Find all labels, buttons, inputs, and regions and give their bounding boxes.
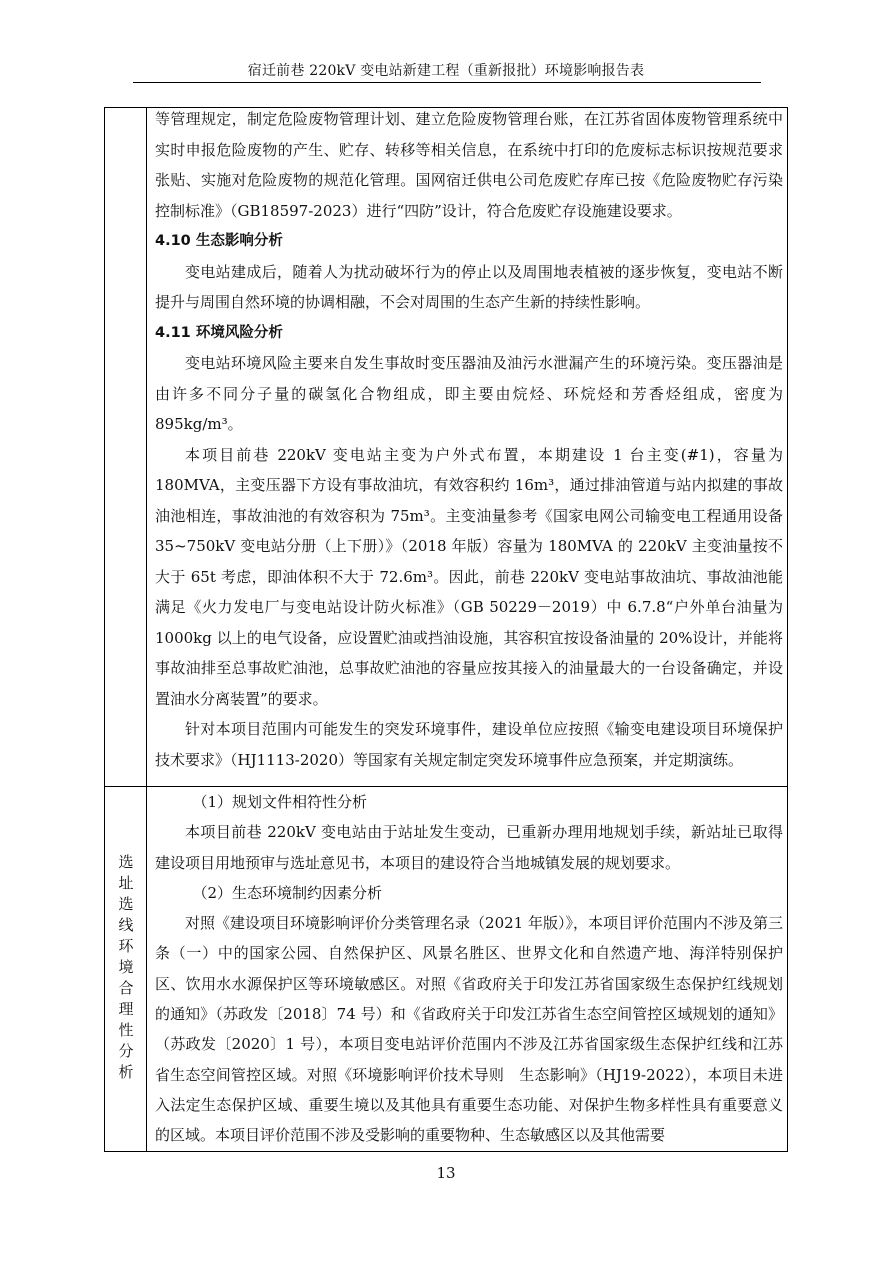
table-column-divider — [146, 108, 147, 1151]
heading-4-10: 4.10 生态影响分析 — [155, 233, 283, 249]
continued-paragraph: 等管理规定，制定危险废物管理计划、建立危险废物管理台账，在江苏省固体废物管理系统中实时申报危险废物的产生、贮存、转移等相关信息，在系统中打印的危废标志标识按规范要求张贴、实施对危险废物的规范化管理。国网宿迁供电公司危废贮存库已按《危险废物贮存污染控制标准》（GB18597-2023）进行“四防”设计，符合危废贮存设施建设要求。 — [155, 110, 783, 220]
heading-4-11: 4.11 环境风险分析 — [155, 324, 283, 341]
site-selection-label-cell — [105, 787, 146, 1152]
site-selection-cell — [155, 787, 783, 1151]
site-selection-label: 选址选线环境合理性分析 — [116, 854, 135, 1085]
impact-analysis-cell — [155, 104, 783, 775]
header-rule — [133, 82, 761, 83]
content-table — [104, 107, 788, 1152]
paragraph-ecology-constraints: 对照《建设项目环境影响评价分类管理名录（2021 年版）》，本项目评价范围内不涉及第三条（一）中的国家公园、自然保护区、风景名胜区、世界文化和自然遗产地、海洋特别保护区、饮用水水源保护区等环境敏感区。对照《省政府关于印发江苏省国家级生态保护红线规划的通知》（苏政发〔2018〕74 号）和《省政府关于印发江苏省生态空间管控区域规划的通知》（苏政发〔2020〕1 号），本项目变电站评价范围内不涉及江苏省国家级生态保护红线和江苏省生态空间管控区域。对照《环境影响评价技术导则 生态影响》（HJ19-2022），本项目未进入法定生态保护区域、重要生境以及其他具有重要生态功能、对保护生物多样性具有重要意义的区域。本项目评价范围不涉及受影响的重要物种、生态敏感区以及其他需要 — [155, 914, 783, 1145]
paragraph-planning: 本项目前巷 220kV 变电站由于站址发生变动，已重新办理用地规划手续，新站址已取得建设项目用地预审与选址意见书，本项目的建设符合当地城镇发展的规划要求。 — [155, 823, 783, 872]
paragraph-risk-3: 针对本项目范围内可能发生的突发环境事件，建设单位应按照《输变电建设项目环境保护技术要求》（HJ1113-2020）等国家有关规定制定突发环境事件应急预案，并定期演练。 — [155, 720, 783, 769]
sub-heading-ecology-constraints: （2）生态环境制约因素分析 — [192, 883, 383, 902]
paragraph-risk-2: 本项目前巷 220kV 变电站主变为户外式布置，本期建设 1 台主变(#1)，容量为 180MVA，主变压器下方设有事故油坑，有效容积约 16m³，通过排油管道与站内拟建的事故油池相连，事故油池的有效容积为 75m³。主变油量参考《国家电网公司输变电工程通用设备 35~750kV 变电站分册（上下册）》（2018 年版）容量为 180MVA 的 220kV 主变油量按不大于 65t 考虑，即油体积不大于 72.6m³。因此，前巷 220kV 变电站事故油坑、事故油池能满足《火力发电厂与变电站设计防火标准》（GB 50229－2019）中 6.7.8“户外单台油量为 1000kg 以上的电气设备，应设置贮油或挡油设施，其容积宜按设备油量的 20%设计，并能将事故油排至总事故贮油池，总事故贮油池的容量应按其接入的油量最大的一台设备确定，并设置油水分离装置”的要求。 — [155, 445, 783, 708]
page-number: 13 — [436, 1164, 456, 1182]
page-header: 宿迁前巷 220kV 变电站新建工程（重新报批）环境影响报告表 — [247, 63, 645, 79]
paragraph-risk-1: 变电站环境风险主要来自发生事故时变压器油及油污水泄漏产生的环境污染。变压器油是由许多不同分子量的碳氢化合物组成，即主要由烷烃、环烷烃和芳香烃组成，密度为895kg/m³。 — [155, 354, 783, 433]
paragraph-ecology: 变电站建成后，随着人为扰动破坏行为的停止以及周围地表植被的逐步恢复，变电站不断提升与周围自然环境的协调相融，不会对周围的生态产生新的持续性影响。 — [155, 262, 783, 311]
sub-heading-planning: （1）规划文件相符性分析 — [192, 793, 368, 811]
